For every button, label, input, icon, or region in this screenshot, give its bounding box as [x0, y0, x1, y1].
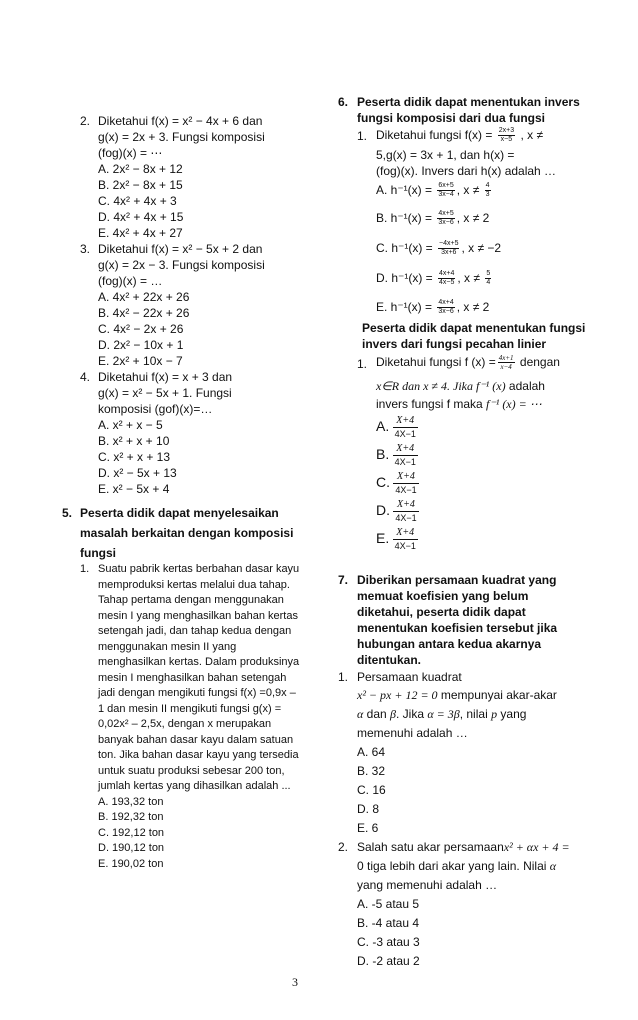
numerator: 4x+5	[438, 210, 454, 218]
denominator: 4X−1	[394, 429, 416, 440]
s6-q1-line2: 5,g(x) = 3x + 1, dan h(x) =	[376, 148, 515, 162]
s7-q2-math: α	[549, 859, 557, 873]
q4-option: E. x² − 5x + 4	[98, 482, 170, 496]
q3-option: A. 4x² + 22x + 26	[98, 290, 190, 304]
s5-q1-line: memproduksi kertas melalui dua tahap.	[98, 578, 290, 591]
s5-q1-number: 1.	[80, 563, 90, 575]
section-6-title: Peserta didik dapat menentukan invers	[357, 95, 580, 109]
section-5-title: Peserta didik dapat menyelesaikan	[80, 506, 279, 520]
q3-line: g(x) = 2x − 3. Fungsi komposisi	[98, 258, 265, 272]
section-5-title: fungsi	[80, 546, 116, 560]
s6b-option-a	[376, 412, 418, 441]
s7-q2-line1	[357, 839, 570, 855]
q4-option: A. x² + x − 5	[98, 418, 163, 432]
s7-q1-text: . Jika	[396, 707, 428, 721]
q4-line: g(x) = x² − 5x + 1. Fungsi	[98, 386, 232, 400]
denominator: x−4	[500, 363, 512, 372]
option-condition: , x ≠ 2	[456, 211, 490, 225]
s7-q1-line2	[357, 687, 557, 703]
s6b-q1-text: dengan	[516, 355, 560, 369]
q4-option: B. x² + x + 10	[98, 434, 170, 448]
s7-q1-math: α = 3β	[427, 707, 460, 721]
denominator: 4	[486, 279, 491, 287]
q3-option: B. 4x² − 22x + 26	[98, 306, 190, 320]
s5-q1-option: C. 192,12 ton	[98, 826, 165, 839]
s5-q1-option: A. 193,32 ton	[98, 795, 164, 808]
s7-q2-text: Salah satu akar persamaan	[357, 840, 504, 854]
option-fraction	[438, 270, 455, 287]
s6-option-e	[376, 295, 489, 319]
section-7-number: 7.	[338, 573, 349, 587]
q3-option: E. 2x² + 10x − 7	[98, 354, 183, 368]
s5-q1-line: Suatu pabrik kertas berbahan dasar kayu	[98, 563, 300, 575]
s7-q2-option: A. -5 atau 5	[357, 897, 420, 911]
s6-q1-text: , x ≠	[520, 128, 544, 142]
numerator: X+4	[393, 415, 418, 428]
s6-option-b	[376, 206, 489, 230]
q4-line: komposisi (gof)(x)=…	[98, 402, 213, 416]
page-number: 3	[292, 975, 298, 989]
s7-q1-math: x² − px + 12 = 0	[357, 688, 438, 702]
s7-q1-math: β	[390, 707, 396, 721]
denominator: 3x+6	[441, 249, 457, 257]
s6b-q1-line3	[376, 396, 542, 412]
section-6b-title: Peserta didik dapat menentukan fungsi	[362, 321, 586, 335]
s6b-option-d	[376, 496, 419, 525]
numerator: 4x+4	[438, 299, 454, 307]
denominator: x−5	[500, 136, 513, 144]
option-label: D.	[376, 502, 390, 518]
numerator: 2x+3	[498, 127, 515, 135]
option-fraction	[438, 240, 459, 257]
s5-q1-line: Tahap pertama dengan menggunakan	[98, 594, 284, 606]
q2-option: A. 2x² − 8x + 12	[98, 162, 183, 176]
s7-q1-text: , nilai	[459, 707, 492, 721]
q2-number: 2.	[80, 114, 91, 128]
s6b-q1-math: f⁻¹ (x) = ⋯	[486, 397, 542, 411]
s5-q1-line: untuk suatu produksi sebesar 200 ton,	[98, 764, 285, 777]
s7-q1-math: p	[491, 707, 498, 721]
numerator: 4x+1	[498, 354, 514, 363]
condition-fraction	[485, 270, 491, 287]
s5-q1-line: mesin I menghasilkan bahan setengah	[98, 671, 287, 684]
section-7-title: menentukan koefisien tersebut jika	[357, 621, 558, 635]
q2-line: g(x) = 2x + 3. Fungsi komposisi	[98, 130, 265, 144]
numerator: 5	[486, 270, 491, 278]
option-label: A. h⁻¹(x) =	[376, 183, 433, 197]
numerator: 4x+4	[439, 270, 455, 278]
s6b-q1-number: 1.	[357, 357, 368, 371]
s5-q1-line: jumlah kertas yang dihasilkan adalah ...	[98, 780, 291, 792]
section-7-title: memuat koefisien yang belum	[357, 589, 529, 603]
s7-q2-option: D. -2 atau 2	[357, 954, 420, 968]
section-7-title: hubungan antara kedua akarnya	[357, 637, 542, 651]
q4-option: C. x² + x + 13	[98, 450, 171, 464]
section-6-title: fungsi komposisi dari dua fungsi	[357, 111, 546, 125]
denominator: 3x−6	[438, 308, 454, 316]
section-5-number: 5.	[62, 506, 73, 520]
s5-q1-line: ton. Jika bahan dasar kayu yang tersedia	[98, 749, 299, 761]
q4-line: Diketahui f(x) = x + 3 dan	[98, 370, 233, 384]
option-fraction	[393, 527, 418, 552]
s6-q1-fraction	[498, 127, 515, 144]
q4-number: 4.	[80, 370, 91, 384]
option-fraction	[437, 210, 454, 227]
s5-q1-option: B. 192,32 ton	[98, 811, 164, 823]
denominator: 4X−1	[395, 485, 417, 496]
s5-q1-line: 0,02x² – 2,5x, dengan x merupakan	[98, 718, 272, 730]
s7-q2-number: 2.	[338, 840, 349, 854]
option-label: C. h⁻¹(x) =	[376, 241, 433, 255]
q3-number: 3.	[80, 242, 91, 256]
q3-line: Diketahui f(x) = x² − 5x + 2 dan	[98, 242, 263, 256]
denominator: 4X−1	[394, 457, 416, 468]
q3-line: (fog)(x) = …	[98, 274, 163, 288]
s7-q1-option: B. 32	[357, 764, 386, 778]
s5-q1-line: setengah jadi, dan tahap kedua dengan	[98, 625, 292, 637]
s5-q1-line: mesin I yang menghasilkan bahan kertas	[98, 609, 298, 622]
section-7-title: Diberikan persamaan kuadrat yang	[357, 573, 557, 587]
section-6b-title: invers dari fungsi pecahan linier	[362, 337, 547, 351]
option-condition: , x ≠ −2	[461, 241, 502, 255]
s7-q1-option: A. 64	[357, 745, 386, 759]
s7-q1-line1: Persamaan kuadrat	[357, 670, 462, 684]
option-label: B.	[376, 446, 390, 462]
option-fraction	[437, 299, 454, 316]
numerator: X+4	[393, 527, 418, 540]
s5-q1-line: menghasilkan kertas. Dalam produksinya	[98, 656, 300, 668]
numerator: 6x+5	[438, 182, 454, 190]
s6b-q1-math: x∈R dan x ≠ 4. Jika f⁻¹ (x)	[376, 379, 506, 393]
s7-q1-line4: memenuhi adalah …	[357, 726, 468, 740]
numerator: −4x+5	[439, 240, 459, 248]
option-label: C.	[376, 474, 390, 490]
denominator: 4X−1	[394, 541, 416, 552]
section-7-title: diketahui, peserta didik dapat	[357, 605, 526, 619]
s6b-q1-text: invers fungsi f maka	[376, 397, 487, 411]
q3-option: C. 4x² − 2x + 26	[98, 322, 184, 336]
option-fraction	[437, 182, 454, 199]
option-label: A.	[376, 418, 390, 434]
s6b-option-c	[376, 468, 419, 497]
section-7-title: ditentukan.	[357, 653, 422, 667]
s7-q1-math: α	[357, 707, 364, 721]
s6b-q1-line1	[376, 351, 560, 373]
s7-q1-number: 1.	[338, 670, 349, 684]
numerator: 4	[485, 182, 490, 190]
s7-q2-line2	[357, 858, 556, 874]
s7-q1-option: D. 8	[357, 802, 380, 816]
q2-option: C. 4x² + 4x + 3	[98, 194, 177, 208]
denominator: 4x−5	[439, 279, 455, 287]
s6-q1-text: Diketahui fungsi f(x) =	[376, 128, 493, 142]
denominator: 4X−1	[395, 513, 417, 524]
s5-q1-option: E. 190,02 ton	[98, 857, 164, 870]
option-fraction	[393, 499, 418, 524]
s6-q1-line1	[376, 124, 543, 146]
q3-option: D. 2x² − 10x + 1	[98, 338, 184, 352]
s5-q1-line: 1 dan mesin II mengikuti fungsi g(x) =	[98, 702, 282, 715]
s7-q2-option: B. -4 atau 4	[357, 916, 420, 930]
s6-q1-line3: (fog)(x). Invers dari h(x) adalah …	[376, 164, 557, 178]
option-fraction	[393, 443, 418, 468]
s5-q1-line: banyak bahan dasar kayu dalam satuan	[98, 733, 294, 746]
option-fraction	[393, 471, 418, 496]
denominator: 3	[485, 191, 490, 199]
condition-fraction	[485, 182, 491, 199]
denominator: 3x−4	[438, 191, 454, 199]
q2-option: B. 2x² − 8x + 15	[98, 178, 183, 192]
s6-option-d	[376, 266, 493, 290]
q2-option: D. 4x² + 4x + 15	[98, 210, 184, 224]
numerator: X+4	[393, 443, 418, 456]
s7-q2-text: 0 tiga lebih dari akar yang lain. Nilai	[357, 859, 550, 873]
s6b-q1-text: adalah	[505, 379, 545, 393]
denominator: 3x−6	[438, 219, 454, 227]
s6b-q1-text: Diketahui fungsi f (x) =	[376, 355, 496, 369]
option-condition: , x ≠ 2	[456, 300, 490, 314]
option-label: E. h⁻¹(x) =	[376, 300, 433, 314]
s5-q1-line: jadi dengan mengikuti fungsi f(x) =0,9x –	[98, 687, 296, 699]
s6-option-c	[376, 236, 501, 260]
option-label: B. h⁻¹(x) =	[376, 211, 433, 225]
option-condition: , x ≠	[457, 271, 480, 285]
s7-q1-text: yang	[497, 707, 527, 721]
s7-q1-option: E. 6	[357, 821, 379, 835]
s6-option-a	[376, 178, 493, 202]
s6b-option-e	[376, 524, 418, 553]
option-label: E.	[376, 530, 390, 546]
s6b-q1-line2	[376, 378, 545, 394]
option-fraction	[393, 415, 418, 440]
s7-q2-math: x² + αx + 4 =	[503, 840, 570, 854]
s6b-q1-fraction	[498, 354, 515, 371]
s5-q1-line: menggunakan mesin II yang	[98, 640, 237, 653]
s6b-option-b	[376, 440, 418, 469]
s7-q1-text: dan	[363, 707, 391, 721]
numerator: X+4	[393, 471, 418, 484]
s7-q1-option: C. 16	[357, 783, 386, 797]
section-6-number: 6.	[338, 95, 349, 109]
s5-q1-text	[98, 562, 299, 872]
section-5-title: masalah berkaitan dengan komposisi	[80, 526, 294, 540]
s7-q1-text: mempunyai akar-akar	[437, 688, 557, 702]
s7-q1-line3	[357, 706, 526, 722]
s7-q2-option: C. -3 atau 3	[357, 935, 420, 949]
numerator: X+4	[393, 499, 418, 512]
q2-line: (fog)(x) = ⋯	[98, 146, 163, 160]
option-label: D. h⁻¹(x) =	[376, 271, 433, 285]
q4-option: D. x² − 5x + 13	[98, 466, 177, 480]
s5-q1-option: D. 190,12 ton	[98, 842, 165, 854]
s7-q2-line3: yang memenuhi adalah …	[357, 878, 498, 892]
s6-q1-number: 1.	[357, 129, 368, 143]
q2-line: Diketahui f(x) = x² − 4x + 6 dan	[98, 114, 263, 128]
q2-option: E. 4x² + 4x + 27	[98, 226, 183, 240]
option-condition: , x ≠	[456, 183, 480, 197]
